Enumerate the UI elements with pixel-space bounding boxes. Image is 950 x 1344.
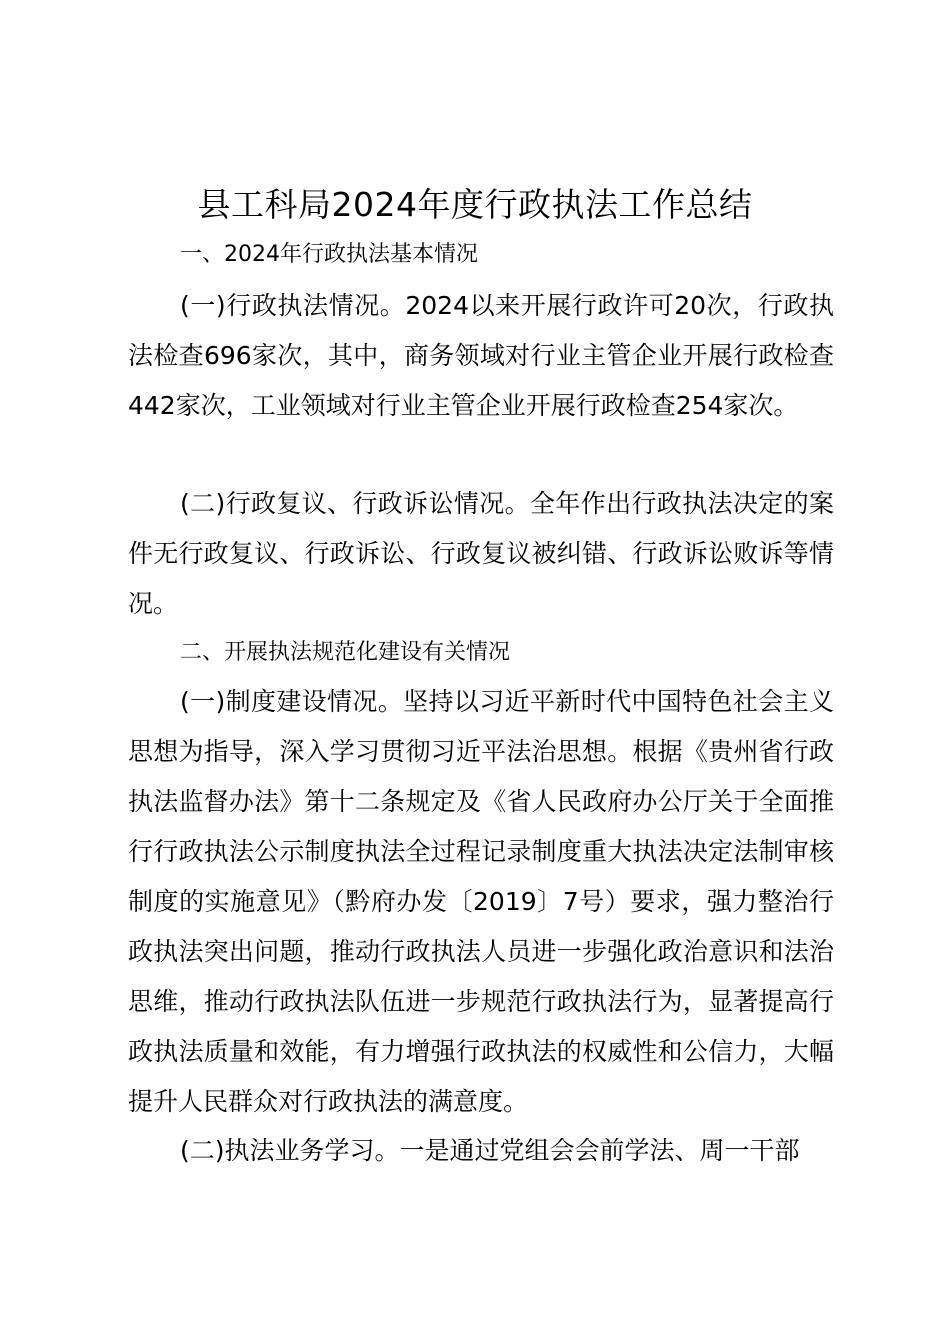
paragraph-system-construction: (一)制度建设情况。坚持以习近平新时代中国特色社会主义思想为指导，深入学习贯彻习近平法治思想。根据《贵州省行政执法监督办法》第十二条规定及《省人民政府办公厅关于全面推行行政执法公示制度执法全过程记录制度重大执法决定法制审核制度的实施意见》（黔府办发〔2019〕7号）要求，强力整治行政执法突出问题，推动行政执法人员进一步强化政治意识和法治思维，推动行政执法队伍进一步规范行政执法行为，显著提高行政执法质量和效能，有力增强行政执法的权威性和公信力，大幅提升人民群众对行政执法的满意度。: [128, 687, 834, 1116]
paragraph-reconsideration-litigation: (二)行政复议、行政诉讼情况。全年作出行政执法决定的案件无行政复议、行政诉讼、行政复议被纠错、行政诉讼败诉等情况。: [128, 489, 834, 618]
paragraph-enforcement-study: (二)执法业务学习。一是通过党组会会前学法、周一干部: [180, 1136, 800, 1165]
paragraph-administrative-enforcement: (一)行政执法情况。2024以来开展行政许可20次，行政执法检查696家次，其中，商务领域对行业主管企业开展行政检查442家次，工业领域对行业主管企业开展行政检查254家次。: [128, 291, 834, 420]
section-1-heading: 一、2024年行政执法基本情况: [180, 242, 478, 267]
document-title: 县工科局2024年度行政执法工作总结: [197, 185, 753, 224]
section-2-heading: 二、开展执法规范化建设有关情况: [180, 640, 511, 665]
